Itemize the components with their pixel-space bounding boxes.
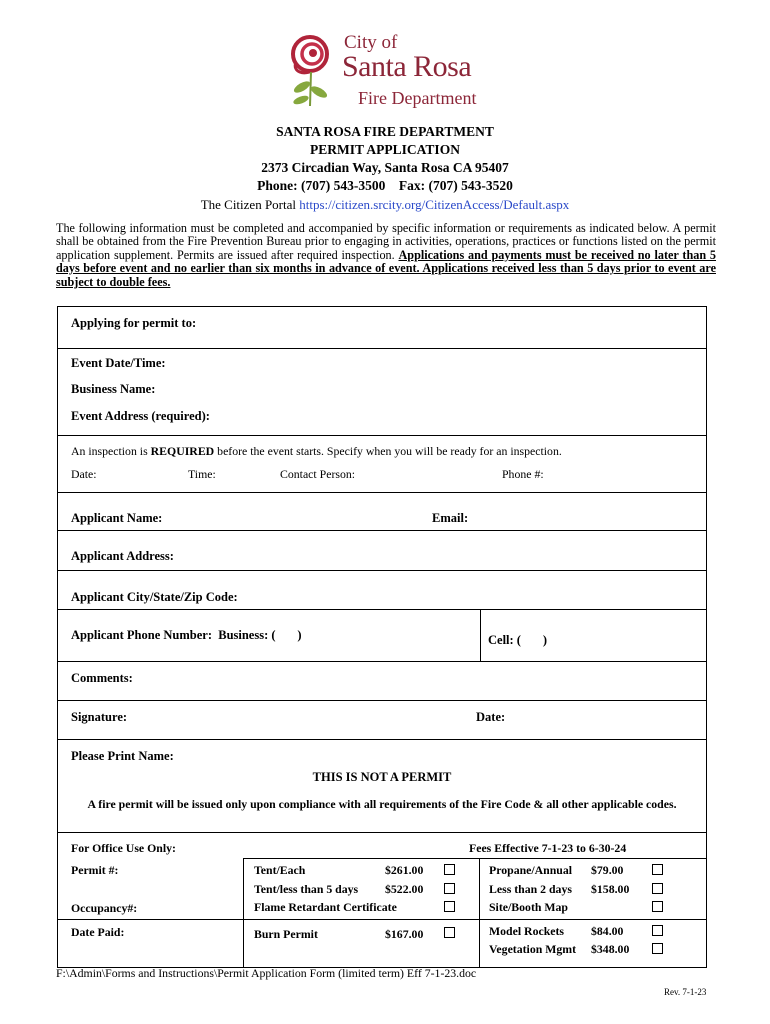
fee-checkbox[interactable] <box>652 883 663 894</box>
intro-deadline-text: Applications and payments must be received no later than 5 days before event and no earlier than six months in advance of event. Applications received less than 5 days prior to event are subject to double fees. <box>56 247 717 289</box>
fee-price: $522.00 <box>385 882 424 896</box>
fee-name: Less than 2 days <box>489 882 572 896</box>
inspection-note <box>71 444 562 459</box>
inspection-time-label: Time: <box>188 467 216 481</box>
fee-price: $348.00 <box>591 942 630 956</box>
fee-price: $158.00 <box>591 882 630 896</box>
logo-line-city: City of <box>344 32 398 53</box>
header-title: PERMIT APPLICATION <box>310 142 460 157</box>
office-use-title: For Office Use Only: <box>71 841 176 855</box>
header-address: 2373 Circadian Way, Santa Rosa CA 95407 <box>261 160 509 175</box>
fee-checkbox[interactable] <box>444 901 455 912</box>
inspection-required: REQUIRED <box>150 444 215 458</box>
fee-name: Site/Booth Map <box>489 900 568 914</box>
header-dept: SANTA ROSA FIRE DEPARTMENT <box>276 124 494 139</box>
event-date-label: Event Date/Time: <box>71 356 166 370</box>
file-path-footer: F:\Admin\Forms and Instructions\Permit Application Form (limited term) Eff 7-1-23.doc <box>56 966 477 980</box>
fee-checkbox[interactable] <box>444 864 455 875</box>
fee-name: Tent/Each <box>254 863 306 877</box>
signature-date-label: Date: <box>476 710 506 724</box>
fee-checkbox[interactable] <box>652 864 663 875</box>
fee-name: Model Rockets <box>489 924 565 938</box>
fees-effective: Fees Effective 7-1-23 to 6-30-24 <box>469 841 627 855</box>
applicant-phone-label: Applicant Phone Number: Business: ( ) <box>71 628 302 642</box>
inspection-pre: An inspection is <box>71 444 151 458</box>
inspection-post: before the event starts. Specify when you will be ready for an inspection. <box>214 444 562 458</box>
fee-name: Flame Retardant Certificate <box>254 900 397 914</box>
intro-text: The following information must be completed and accompanied by specific information or requirements as indicated below. A permit shall be obtained from the Fire Prevention Bureau prior to engaging in activities, operations, practices or functions listed on the permit application supplement. Permits are issued after required inspection. <box>56 221 716 262</box>
date-paid-label: Date Paid: <box>71 925 125 939</box>
comments-label: Comments: <box>71 671 133 685</box>
compliance-note: A fire permit will be issued only upon compliance with all requirements of the Fire Code & all other applicable codes. <box>87 797 677 811</box>
rose-icon <box>286 32 346 110</box>
fee-checkbox[interactable] <box>652 925 663 936</box>
citizen-portal-line <box>0 197 770 213</box>
fee-checkbox[interactable] <box>652 901 663 912</box>
fee-checkbox[interactable] <box>444 883 455 894</box>
contact-person-label: Contact Person: <box>280 467 356 481</box>
applicant-address-label: Applicant Address: <box>71 549 174 563</box>
intro-paragraph <box>56 222 716 289</box>
logo-line-santa-rosa: Santa Rosa <box>342 50 472 83</box>
fee-name: Vegetation Mgmt <box>489 942 577 956</box>
santa-rosa-logo <box>286 32 486 110</box>
header-phone: Phone: (707) 543-3500 Fax: (707) 543-3520 <box>257 178 513 193</box>
fee-price: $79.00 <box>591 863 624 877</box>
cell-label: Cell: ( ) <box>488 633 548 647</box>
permit-number-label: Permit #: <box>71 863 119 877</box>
fee-checkbox[interactable] <box>444 927 455 938</box>
not-a-permit: THIS IS NOT A PERMIT <box>312 770 452 784</box>
event-address-label: Event Address (required): <box>71 409 210 423</box>
occupancy-label: Occupancy#: <box>71 901 138 915</box>
email-label: Email: <box>432 511 469 525</box>
signature-label: Signature: <box>71 710 128 724</box>
inspection-date-label: Date: <box>71 467 97 481</box>
fee-name: Propane/Annual <box>489 863 573 877</box>
applicant-name-label: Applicant Name: <box>71 511 163 525</box>
fee-name: Burn Permit <box>254 927 318 941</box>
print-name-label: Please Print Name: <box>71 749 174 763</box>
fee-price: $84.00 <box>591 924 624 938</box>
business-name-label: Business Name: <box>71 382 156 396</box>
fee-checkbox[interactable] <box>652 943 663 954</box>
fee-price: $261.00 <box>385 863 424 877</box>
permit-form <box>57 306 707 968</box>
revision-date: Rev. 7-1-23 <box>664 987 707 997</box>
fee-name: Tent/less than 5 days <box>254 882 359 896</box>
portal-label: The Citizen Portal <box>200 197 296 212</box>
logo-line-fire-dept: Fire Department <box>358 88 477 108</box>
fee-price: $167.00 <box>385 927 424 941</box>
portal-link[interactable]: https://citizen.srcity.org/CitizenAccess/Default.aspx <box>299 197 570 212</box>
phone-label: Phone #: <box>502 467 544 481</box>
applicant-city-label: Applicant City/State/Zip Code: <box>71 590 238 604</box>
applying-for-label: Applying for permit to: <box>71 316 197 330</box>
